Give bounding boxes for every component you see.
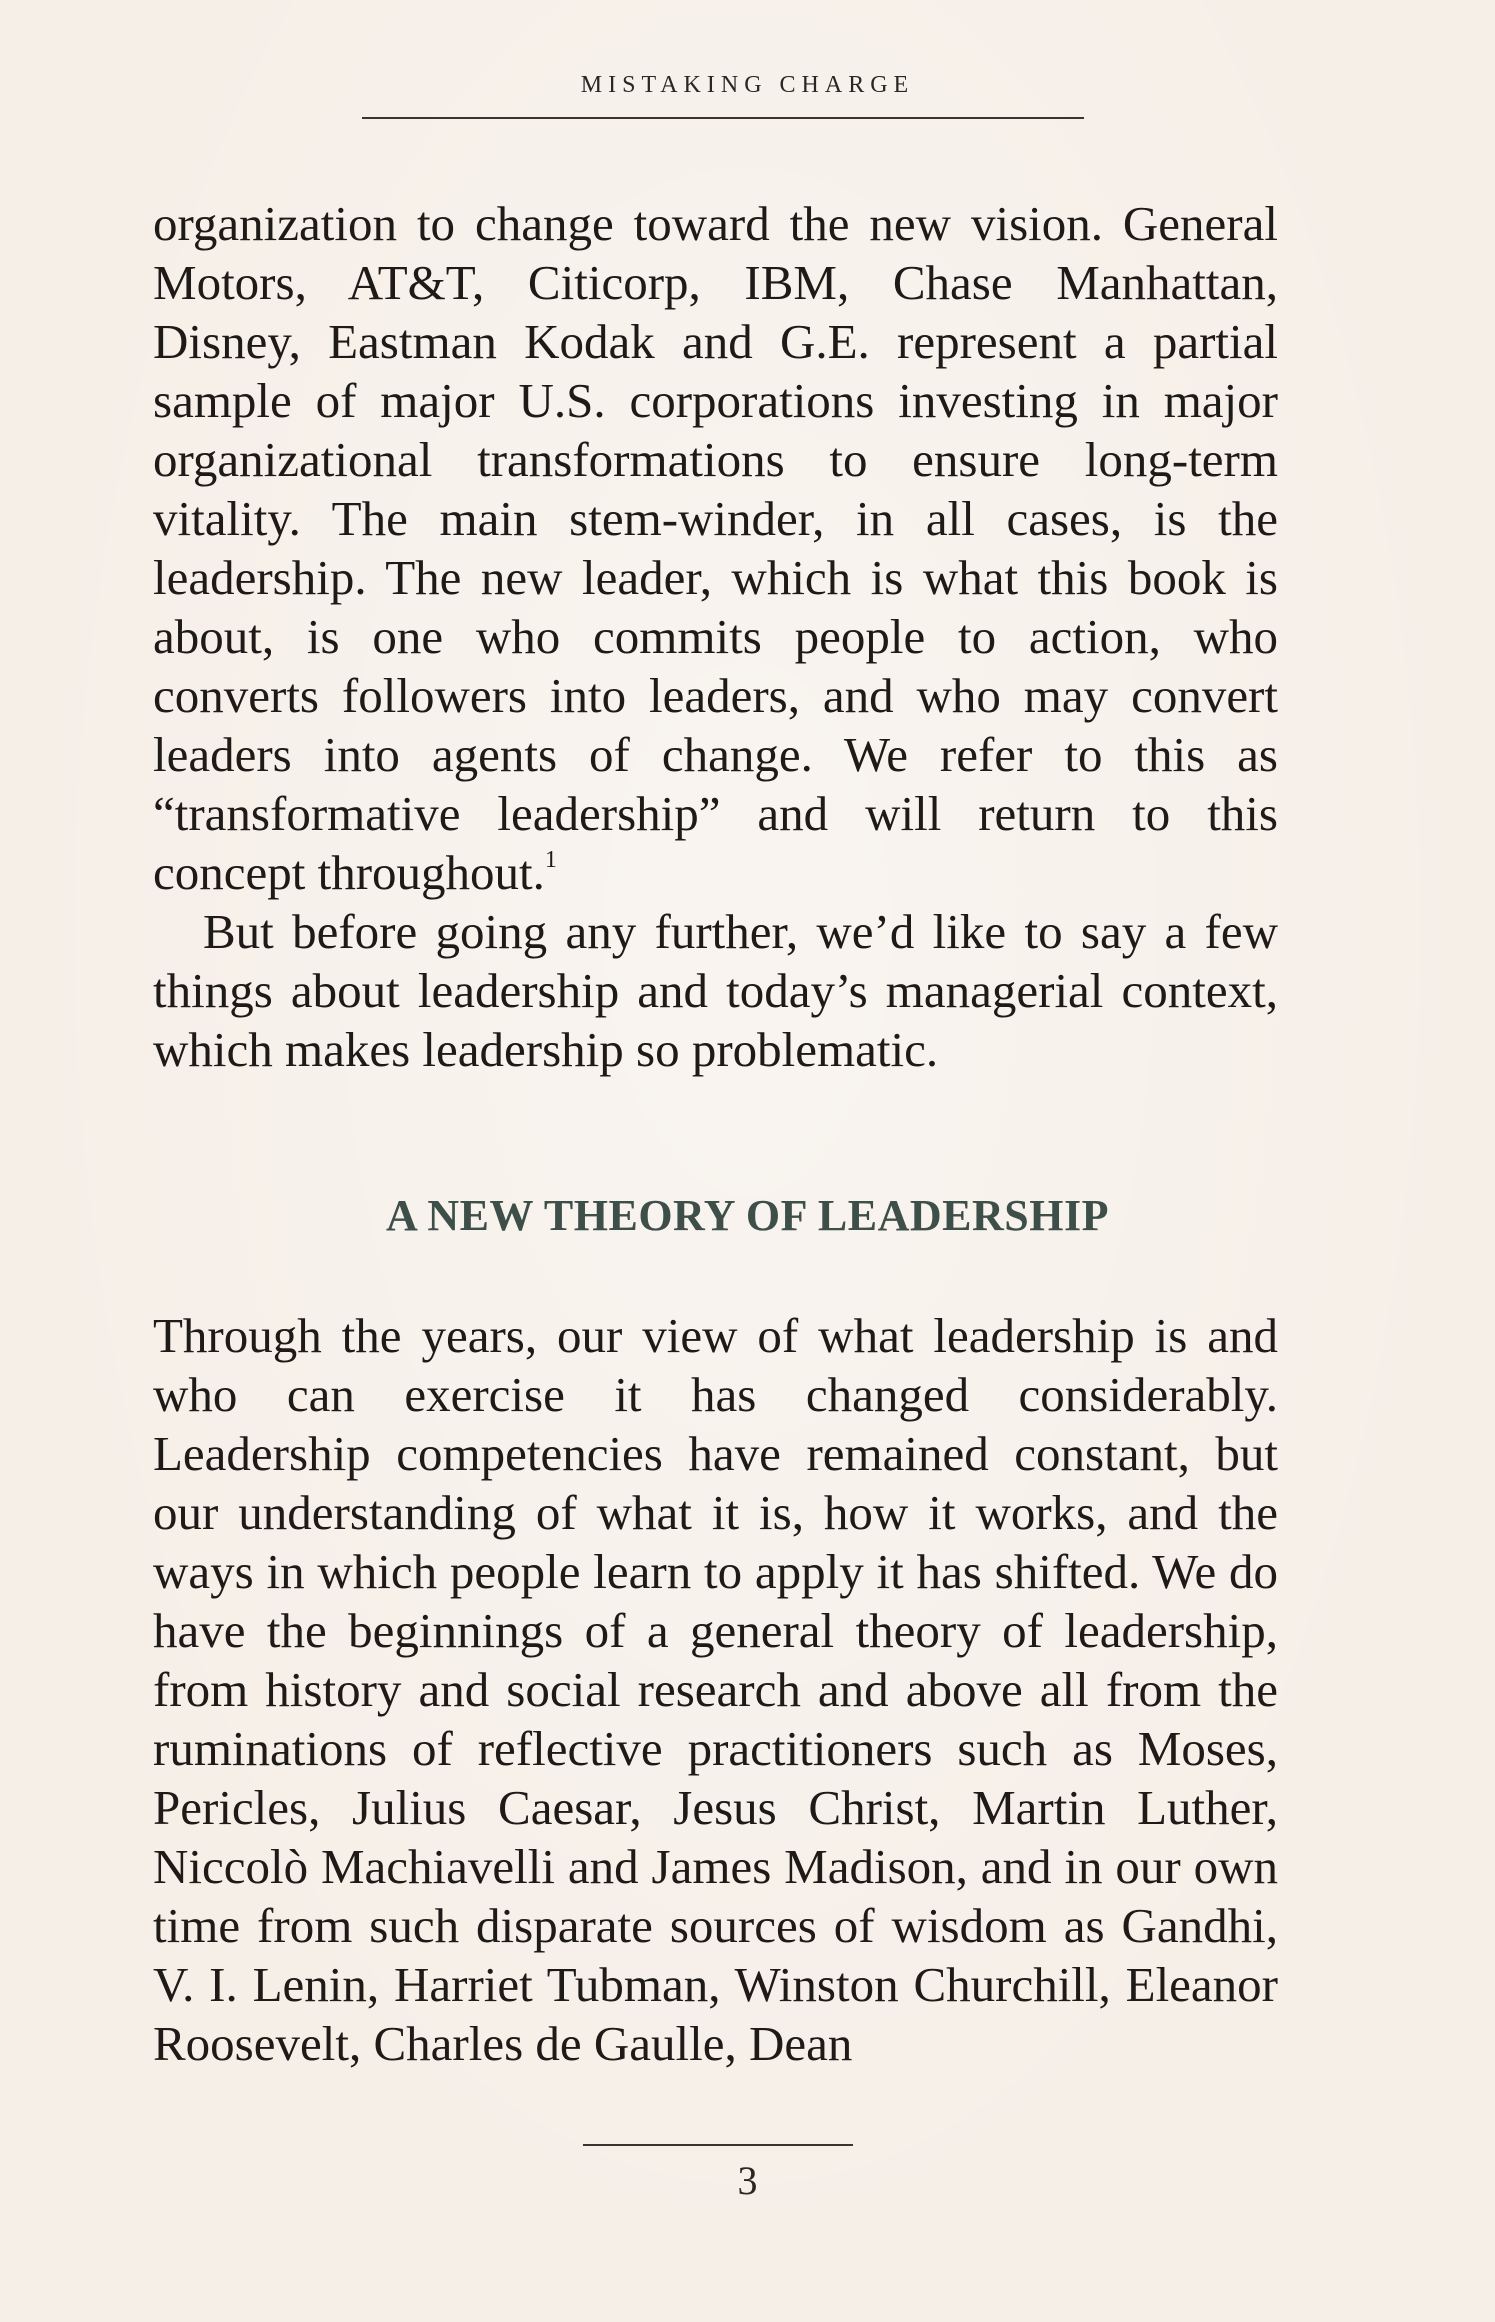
paragraph-continuation xyxy=(153,194,1278,902)
running-head: MISTAKING CHARGE xyxy=(580,72,915,98)
paragraph: But before going any further, we’d like to say a few things about leadership and today’s managerial context, which makes leadership so problematic. xyxy=(153,904,1278,1077)
footer-rule xyxy=(583,2144,853,2146)
section-heading: A NEW THEORY OF LEADERSHIP xyxy=(386,1191,1109,1240)
page-number: 3 xyxy=(737,2158,758,2203)
body-text-bottom xyxy=(153,1306,1278,2073)
body-text-top xyxy=(153,194,1278,1079)
header-rule xyxy=(362,117,1084,119)
footnote-reference: 1 xyxy=(544,847,557,873)
paragraph: Through the years, our view of what leadership is and who can exercise it has changed considerably. Leadership competencies have remained constant, but our understanding of what it is, how it works, and the ways in which people learn to apply it has shifted. We do have the beginnings of a general theory of leadership, from history and social research and above all from the ruminations of reflective practitioners such as Moses, Pericles, Julius Caesar, Jesus Christ, Martin Luther, Niccolò Machiavelli and James Madison, and in our own time from such disparate sources of wisdom as Gandhi, V. I. Lenin, Harriet Tubman, Winston Churchill, Eleanor Roosevelt, Charles de Gaulle, Dean xyxy=(153,1308,1278,2071)
paragraph-text: organization to change toward the new vision. General Motors, AT&T, Citicorp, IBM, Chase Manhattan, Disney, Eastman Kodak and G.E. represent a partial sample of major U.S. corporations investing in major organizational transformations to ensure long-term vitality. The main stem-winder, in all cases, is the leadership. The new leader, which is what this book is about, is one who commits people to action, who converts followers into leaders, and who may convert leaders into agents of change. We refer to this as “transformative leadership” and will return to this concept throughout. xyxy=(153,196,1278,900)
